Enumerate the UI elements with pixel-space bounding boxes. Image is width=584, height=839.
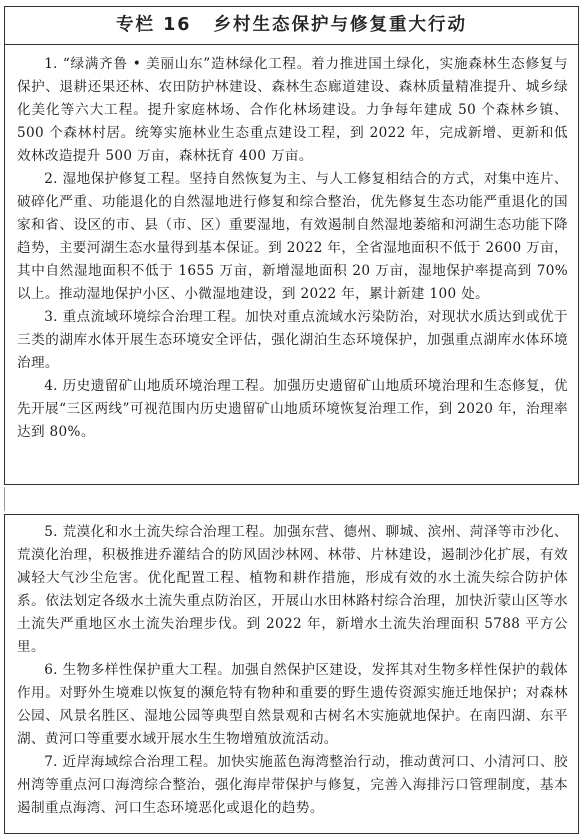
- column-number: 专栏 16: [116, 15, 192, 35]
- paragraph-mine-restoration: 4. 历史遗留矿山地质环境治理工程。加强历史遗留矿山地质环境治理和生态修复，优先开展“三区两线”可视范围内历史遗留矿山地质环境恢复治理工作，到 2020 年，治理率达到 80%。: [17, 378, 568, 440]
- column-body-top: [5, 45, 578, 444]
- page-break-divider: [0, 487, 5, 511]
- paragraph-wetland: 2. 湿地保护修复工程。坚持自然恢复为主、与人工修复相结合的方式，对集中连片、破碎化严重、功能退化的自然湿地进行修复和综合整治，优先修复生态功能严重退化的国家和省、设区的市、县（市、区）重要湿地，有效遏制自然湿地萎缩和河湖生态功能下降趋势，主要河湖生态水量得到基本保证。到 2022 年，全省湿地面积不低于 2600 万亩，其中自然湿地面积不低于 1655 万亩，新增湿地面积 20 万亩，湿地保护率提高到 70%以上。推动湿地保护小区、小微湿地建设，到 2022 年，累计新建 100 处。: [17, 171, 568, 302]
- paragraph-watershed: 3. 重点流域环境综合治理工程。加快对重点流域水污染防治，对现状水质达到或优于三类的湖库水体开展生态环境安全评估，强化湖泊生态环境保护，加强重点湖库水体环境治理。: [17, 309, 568, 371]
- column-body-bottom: [5, 515, 578, 820]
- column-box-bottom: [4, 514, 579, 834]
- column-box-top: [4, 6, 579, 485]
- column-header: [5, 7, 578, 45]
- paragraph-biodiversity: 6. 生物多样性保护重大工程。加强自然保护区建设，发挥其对生物多样性保护的载体作用。对野外生境难以恢复的濒危特有物种和重要的野生遗传资源实施迁地保护；对森林公园、风景名胜区、湿地公园等典型自然景观和古树名木实施就地保护。在南四湖、东平湖、黄河口等重要水域开展水生生物增殖放流活动。: [17, 662, 568, 747]
- paragraph-desertification: 5. 荒漠化和水土流失综合治理工程。加强东营、德州、聊城、滨州、菏泽等市沙化、荒漠化治理，积极推进乔灌结合的防风固沙林网、林带、片林建设，遏制沙化扩展，有效减轻大气沙尘危害。优化配置工程、植物和耕作措施，形成有效的水土流失综合防护体系。依法划定各级水土流失重点防治区，开展山水田林路村综合治理，加快沂蒙山区等水土流失严重地区水土流失治理步伐。到 2022 年，新增水土流失治理面积 5788 平方公里。: [17, 524, 568, 655]
- column-title: 乡村生态保护与修复重大行动: [213, 15, 467, 35]
- paragraph-afforestation: 1. “绿满齐鲁 • 美丽山东”造林绿化工程。着力推进国土绿化，实施森林生态修复与保护、退耕还果还林、农田防护林建设、森林生态廊道建设、森林质量精准提升、城乡绿化美化等六大工程。提升家庭林场、合作化林场建设。力争每年建成 50 个森林乡镇、500 个森林村居。统筹实施林业生态重点建设工程，到 2022 年，完成新增、更新和低效林改造提升 500 万亩，森林抚育 400 万亩。: [17, 56, 568, 164]
- paragraph-coastal: 7. 近岸海域综合治理工程。加快实施蓝色海湾整治行动，推动黄河口、小清河口、胶州湾等重点河口海湾综合整治，强化海岸带保护与修复，完善入海排污口管理制度，基本遏制重点海湾、河口生态环境恶化或退化的趋势。: [17, 754, 568, 816]
